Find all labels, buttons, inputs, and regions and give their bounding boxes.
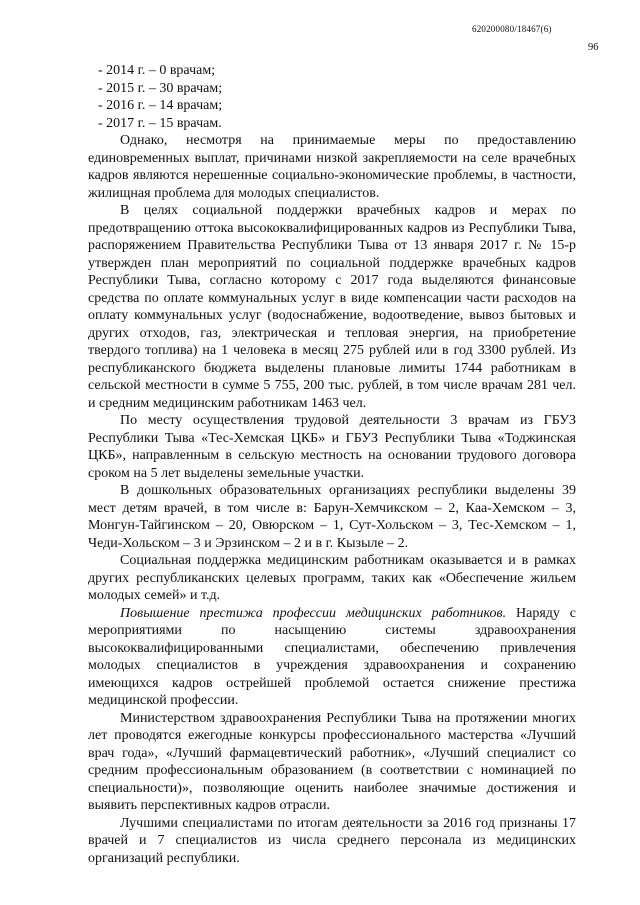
prestige-text: Наряду с мероприятиями по насыщению системы здравоохранения высококвалифицированными специалистами, обеспечению привлечения молодых специалистов в учреждения здравоохранения и сохранению имеющихся кадров острейшей проблемой остается снижение престижа медицинской профессии.	[88, 605, 576, 708]
page-number: 96	[588, 42, 599, 53]
paragraph-social-support-plan: В целях социальной поддержки врачебных кадров и мерах по предотвращению оттока высококвалифицированных кадров из Республики Тыва, распоряжением Правительства Республики Тыва от 13 января 2017 г. № 15-р утвержден план мероприятий по социальной поддержке врачебных кадров Республики Тыва, согласно которому с 2017 года выделяются финансовые средства по оплате коммунальных услуг в виде компенсации части расходов на оплату коммунальных услуг (водоснабжение, водоотведение, вывоз бытовых и других отходов, газ, электрическая и тепловая энергия, на приобретение твердого топлива) на 1 человека в месяц 275 рублей или в год 3300 рублей. Из республиканского бюджета выделены плановые лимиты 1744 работникам в сельской местности в сумме 5 755, 200 тыс. рублей, в том числе врачам 281 чел. и средним медицинским работникам 1463 чел.	[88, 203, 576, 411]
yearly-list	[88, 62, 576, 132]
paragraph-target-programs: Социальная поддержка медицинским работникам оказывается и в рамках других республиканских целевых программ, таких как «Обеспечение жильем молодых семей» и т.д.	[88, 553, 576, 603]
list-item: - 2017 г. – 15 врачам.	[98, 115, 222, 131]
paragraph-contests: Министерством здравоохранения Республики Тыва на протяжении многих лет проводятся ежегодные конкурсы профессионального мастерства «Лучший врач года», «Лучший фармацевтический работник», «Лучший специалист со средним профессиональным образованием (в соответствии с номинацией по специальности)», позволяющие оценить наиболее значимые достижения и выявить перспективных кадров отрасли.	[88, 710, 576, 813]
paragraph-prestige	[88, 605, 576, 710]
list-item: - 2015 г. – 30 врачам;	[98, 80, 223, 96]
paragraph-problems: Однако, несмотря на принимаемые меры по предоставлению единовременных выплат, причинами низкой закрепляемости на селе врачебных кадров являются нерешенные социально-экономические проблемы, в частности, жилищная проблема для молодых специалистов.	[88, 133, 576, 201]
paragraph-land-plots: По месту осуществления трудовой деятельности 3 врачам из ГБУЗ Республики Тыва «Тес-Хемская ЦКБ» и ГБУЗ Республики Тыва «Тоджинская ЦКБ», направленным в сельскую местность на основании трудового договора сроком на 5 лет выделены земельные участки.	[88, 413, 576, 481]
document-body	[88, 62, 576, 867]
document-number: 620200080/18467(6)	[472, 24, 552, 34]
prestige-heading: Повышение престижа профессии медицинских работников.	[120, 605, 507, 621]
list-item: - 2014 г. – 0 врачам;	[98, 63, 216, 78]
paragraph-kindergarten-places: В дошкольных образовательных организациях республики выделены 39 мест детям врачей, в том числе в: Барун-Хемчикском – 2, Каа-Хемском – 3, Монгун-Тайгинском – 20, Овюрском – 1, Сут-Хольском – 3, Тес-Хемском – 1, Чеди-Хольском – 3 и Эрзинском – 2 и в г. Кызыле – 2.	[88, 483, 576, 551]
list-item: - 2016 г. – 14 врачам;	[98, 98, 223, 113]
paragraph-best-specialists: Лучшими специалистами по итогам деятельности за 2016 год признаны 17 врачей и 7 специалистов из числа среднего персонала из медицинских организаций республики.	[88, 815, 576, 866]
